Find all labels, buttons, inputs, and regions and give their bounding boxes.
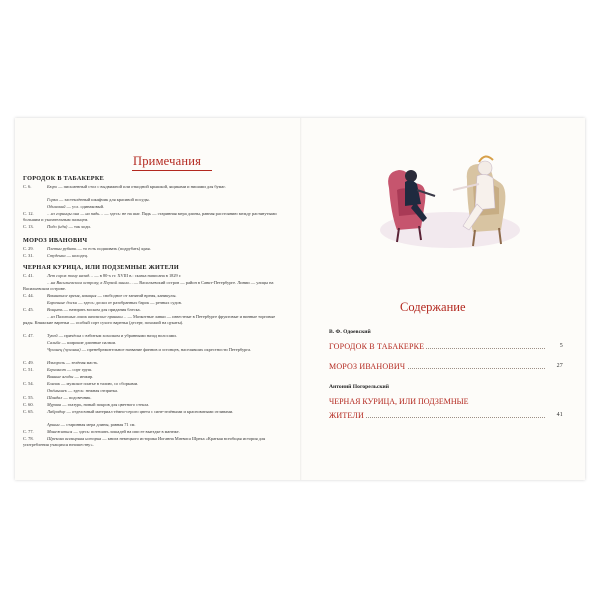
book-spread [15,118,585,480]
notes-section-heading: ГОРОДОК В ТАБАКЕРКЕ [23,175,105,182]
note-item: С. 13. Подо (иди) — так ходи. [23,224,91,229]
toc-entry-page: 41 [556,412,563,418]
note-item: С. 6. Бюро — письменный стол с выдвижной или откидной крышкой, ящиками и нишами для бумаг. [23,184,226,189]
note-item: С. 55. Шандал — подсвечник. [23,395,92,400]
toc-entry-title-line1[interactable]: ЧЕРНАЯ КУРИЦА, ИЛИ ПОДЗЕМНЫЕ [329,397,469,406]
note-item: С. 12. …из горницы она — на пядь… — здесь: не на шаг. Пядь — старинная мера длины, равная расстоянию между растянутыми большим и указательным пальцем. [23,211,277,223]
note-item: Чухонец (чухонка) — пренебрежительное название финнов и эстонцев, населявших окрестности Петербурга. [47,347,252,352]
toc-entry-title: ГОРОДОК В ТАБАКЕРКЕ [329,342,425,351]
note-item: …из Пахотных лавок вяземские пряники… — Мазкотные лавки — известные в Петербурге фруктовые и винные торговые ряды. Княжские вареньи — особый сорт сухого варенья (десерт, похожий на цукаты). [23,314,276,326]
note-item: Одинокий — усл. одинаковый. [47,204,105,209]
note-item: С. 41. Лет сорок тому назад… — в 80-х гг. XVIII в.: сказка написана в 1829 г. [23,273,182,278]
toc-entry[interactable] [329,411,563,421]
note-item: Сальба — широкие длинные пальчи. [47,340,117,345]
notes-title: Примечания [133,154,202,168]
notes-section-heading: МОРОЗ ИВАНОВИЧ [23,237,88,244]
note-item: …на Васильевском острову, в Первой линии… — Васильевский остров — район в Санкт-Петербурге. Линии — улицы на Васильевском острове. [23,280,274,292]
note-item: Аршин — старинная мера длины, равная 71 см. [47,422,136,427]
note-item: С. 77. Манежиться — здесь: потешать лошадей на ипп ее выездке в манеже. [23,429,180,434]
note-item: Винные ягоды — инжир. [47,374,94,379]
note-item: С. 51. Бергамот — сорт груш. [23,367,93,372]
note-item: С. 60. Мурава — глазурь, новый покров для цветного стекла. [23,402,150,407]
toc-entry-page: 27 [556,363,563,369]
notes-section-heading: ЧЕРНАЯ КУРИЦА, ИЛИ ПОДЗЕМНЫЕ ЖИТЕЛИ [23,264,179,271]
toc-entry-page: 5 [559,343,563,349]
toc-entry-title-line2: ЖИТЕЛИ [329,411,365,420]
book-gutter [300,118,302,480]
note-item: С. 54. Бонзик — мужское платье в талию, со сборками. [23,381,139,386]
note-item: С. 45. Вощить — натирать воском для придания блеска. [23,307,141,312]
note-item: Опёнышек — здесь: нежная отпрятка. [47,388,118,393]
note-item: Горка — застеклённый шкафчик для красивой посуды. [47,197,150,202]
toc-entry[interactable] [329,342,563,352]
author-name: В. Ф. Одоевский [329,329,371,335]
toc-entry[interactable] [329,362,563,372]
note-item: С. 49. Изморозь — зелёная масть. [23,360,99,365]
note-item: С. 29. Плетни рубить — то есть подшивать (подрубать) края. [23,246,151,251]
contents-title: Содержание [400,300,466,314]
note-item: С. 47. Тупей — причёска с взбитым хохолком и убранными назад волосами. [23,333,177,338]
toc-entry-title: МОРОЗ ИВАНОВИЧ [329,362,406,371]
note-item: С. 78. Шрекова всемирная история — книга немецкого историка Иоганна Матвиса Шрека «Краткая всеобщая история для употребления учащихся юношеству». [23,436,266,448]
note-item: С. 65. Лабрадор — отделочный материал тёмно-серого цвета с сине-зелёными и красноватыми отливами. [23,409,234,414]
note-item: С. 44. Вакантное время, вакация — свободное от занятий время, каникулы. [23,293,177,298]
note-item: Барочные доски — здесь: доски от разобранных барок — речных судов. [47,300,182,305]
notes-title-rule [132,170,212,171]
illustration-characters-in-armchairs [375,130,525,256]
note-item: С. 31. Студенка — колодец. [23,253,89,258]
author-name: Антоний Погорельский [329,384,389,390]
